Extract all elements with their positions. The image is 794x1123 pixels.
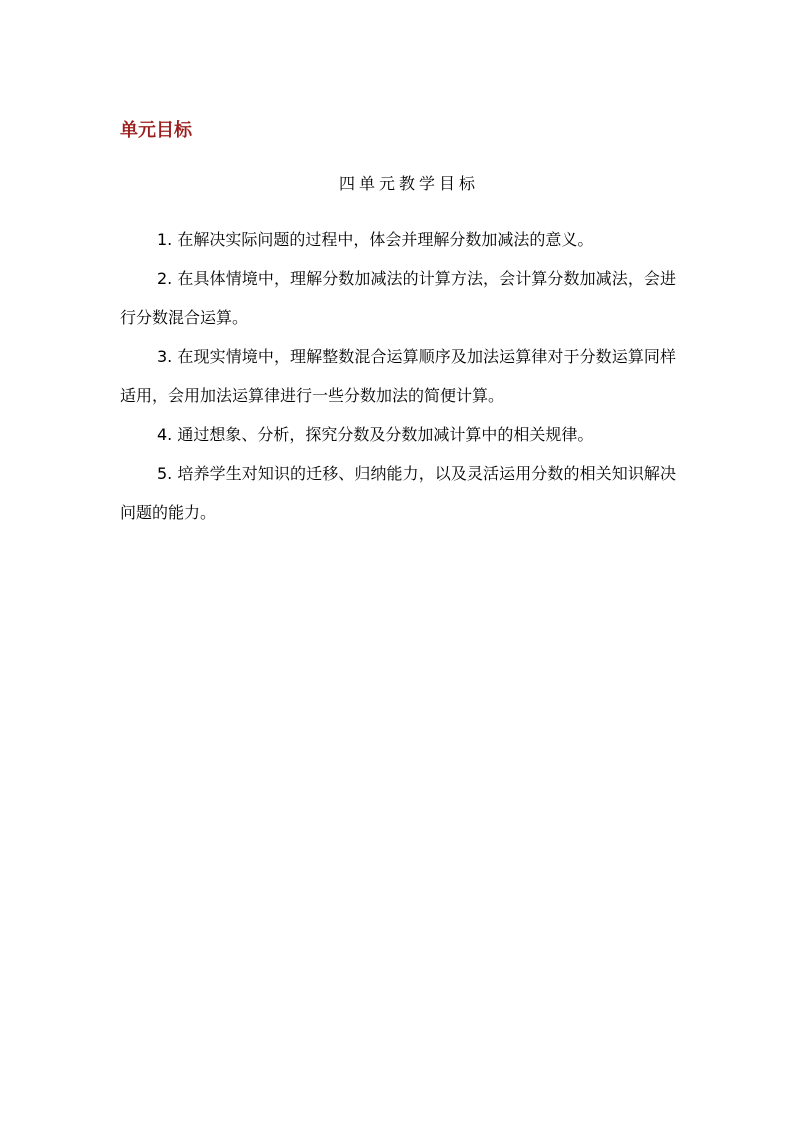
section-heading: 单元目标: [120, 120, 192, 141]
document-title: 四单元教学目标: [338, 174, 479, 193]
goal-item-1: 1. 在解决实际问题的过程中，体会并理解分数加减法的意义。: [157, 230, 594, 249]
goals-list: [120, 220, 676, 532]
goal-item-2: 2. 在具体情境中，理解分数加减法的计算方法，会计算分数加减法，会进行分数混合运算。: [120, 269, 676, 327]
goal-item-5: 5. 培养学生对知识的迁移、归纳能力，以及灵活运用分数的相关知识解决问题的能力。: [120, 464, 676, 522]
goal-item-3: 3. 在现实情境中，理解整数混合运算顺序及加法运算律对于分数运算同样适用，会用加法运算律进行一些分数加法的简便计算。: [120, 347, 676, 405]
goal-item-4: 4. 通过想象、分析，探究分数及分数加减计算中的相关规律。: [157, 425, 594, 444]
